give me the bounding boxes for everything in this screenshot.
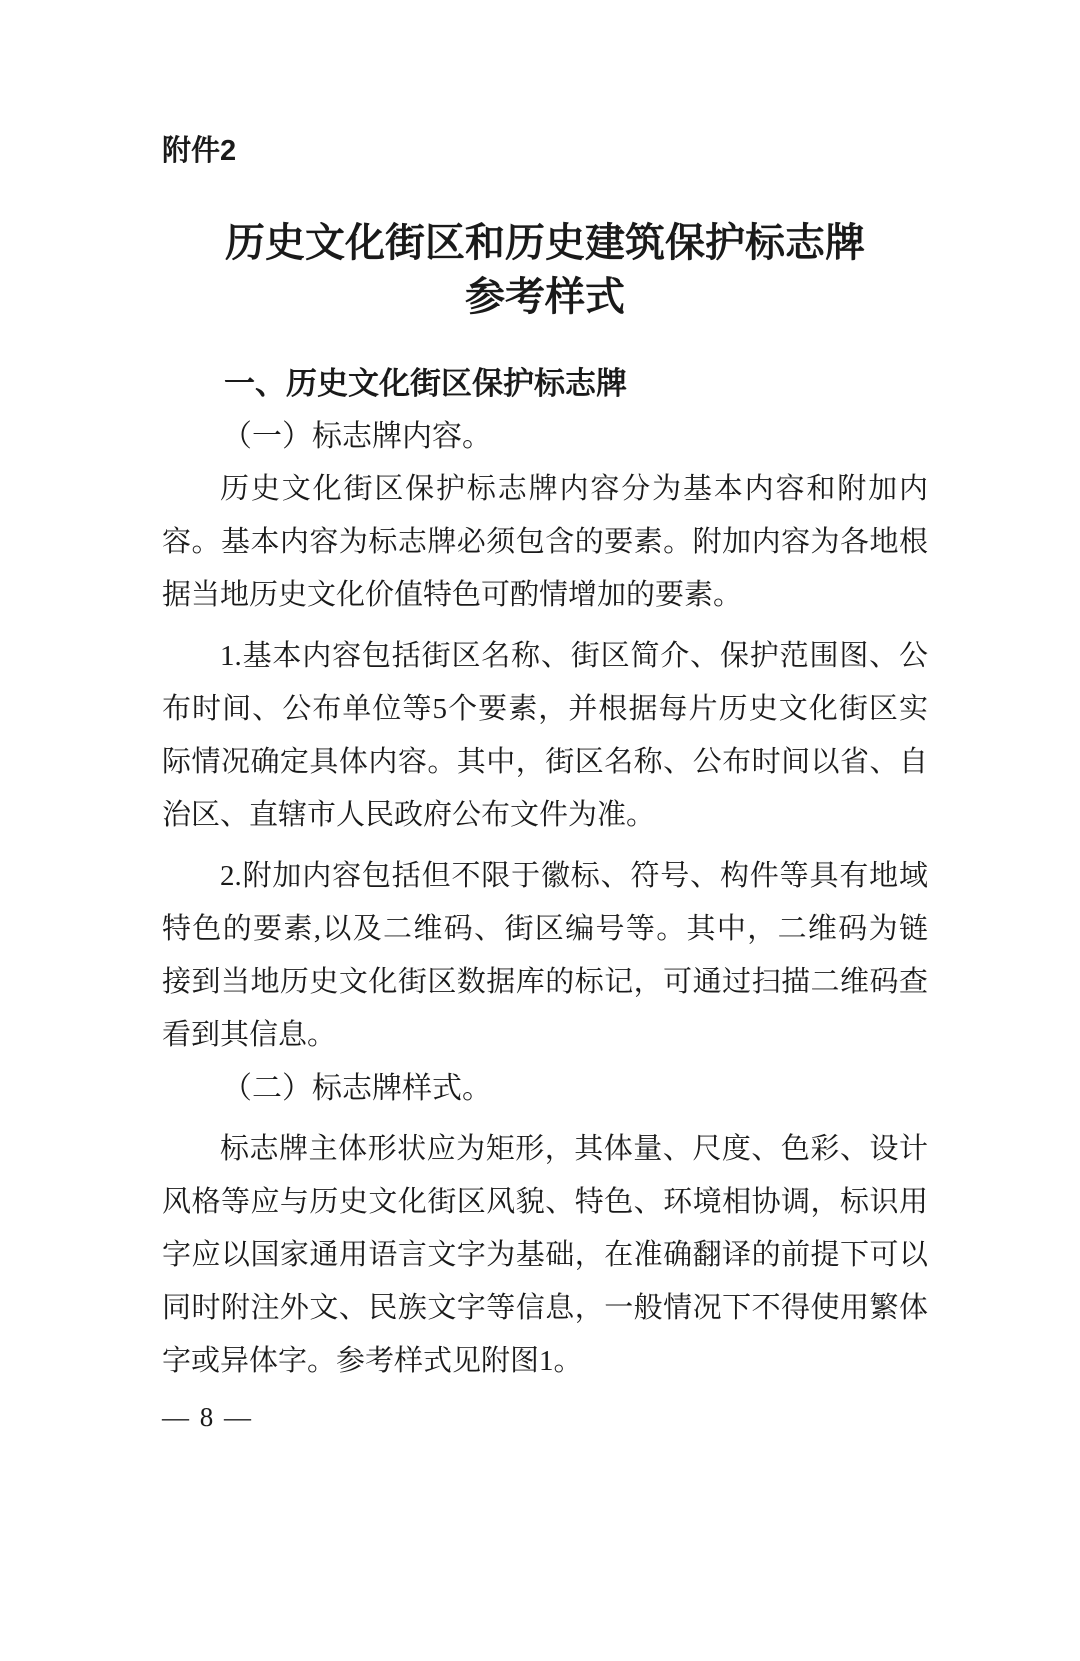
body-line: 字应以国家通用语言文字为基础，在准确翻译的前提下可以: [162, 1239, 928, 1271]
body-line: 2.附加内容包括但不限于徽标、符号、构件等具有地域: [220, 860, 928, 892]
body-line: 1.基本内容包括街区名称、街区简介、保护范围图、公: [220, 640, 928, 672]
attachment-label: 附件2: [162, 135, 237, 167]
body-line: 接到当地历史文化街区数据库的标记，可通过扫描二维码查: [162, 966, 928, 998]
body-line: 同时附注外文、民族文字等信息，一般情况下不得使用繁体: [162, 1292, 928, 1324]
document-title-line-1: 历史文化街区和历史建筑保护标志牌: [225, 221, 865, 265]
paragraph-1: [162, 463, 928, 622]
body-line: 布时间、公布单位等5个要素，并根据每片历史文化街区实: [162, 693, 928, 725]
body-line: 字或异体字。参考样式见附图1。: [162, 1345, 583, 1377]
body-line: 风格等应与历史文化街区风貌、特色、环境相协调，标识用: [162, 1186, 928, 1218]
body-line: 治区、直辖市人民政府公布文件为准。: [162, 799, 656, 831]
body-line: 际情况确定具体内容。其中，街区名称、公布时间以省、自: [162, 746, 928, 778]
subsection-heading-1: （一）标志牌内容。: [222, 420, 492, 453]
document-title-line-2: 参考样式: [465, 275, 625, 319]
section-heading-1: 一、历史文化街区保护标志牌: [224, 366, 627, 401]
body-line: 看到其信息。: [162, 1019, 337, 1051]
document-page: [0, 134, 1080, 1661]
subsection-heading-2: （二）标志牌样式。: [222, 1072, 492, 1105]
paragraph-4: [162, 1123, 928, 1388]
paragraph-3: [162, 850, 928, 1062]
paragraph-2: [162, 630, 928, 842]
body-line: 据当地历史文化价值特色可酌情增加的要素。: [162, 579, 743, 611]
body-line: 容。基本内容为标志牌必须包含的要素。附加内容为各地根: [162, 526, 928, 558]
body-line: 历史文化街区保护标志牌内容分为基本内容和附加内: [220, 473, 928, 505]
page-content: [0, 134, 1080, 1433]
body-line: 标志牌主体形状应为矩形，其体量、尺度、色彩、设计: [220, 1133, 928, 1165]
body-line: 特色的要素,以及二维码、街区编号等。其中，二维码为链: [162, 913, 928, 945]
document-title: [162, 216, 928, 324]
page-number: — 8 —: [162, 1402, 253, 1432]
